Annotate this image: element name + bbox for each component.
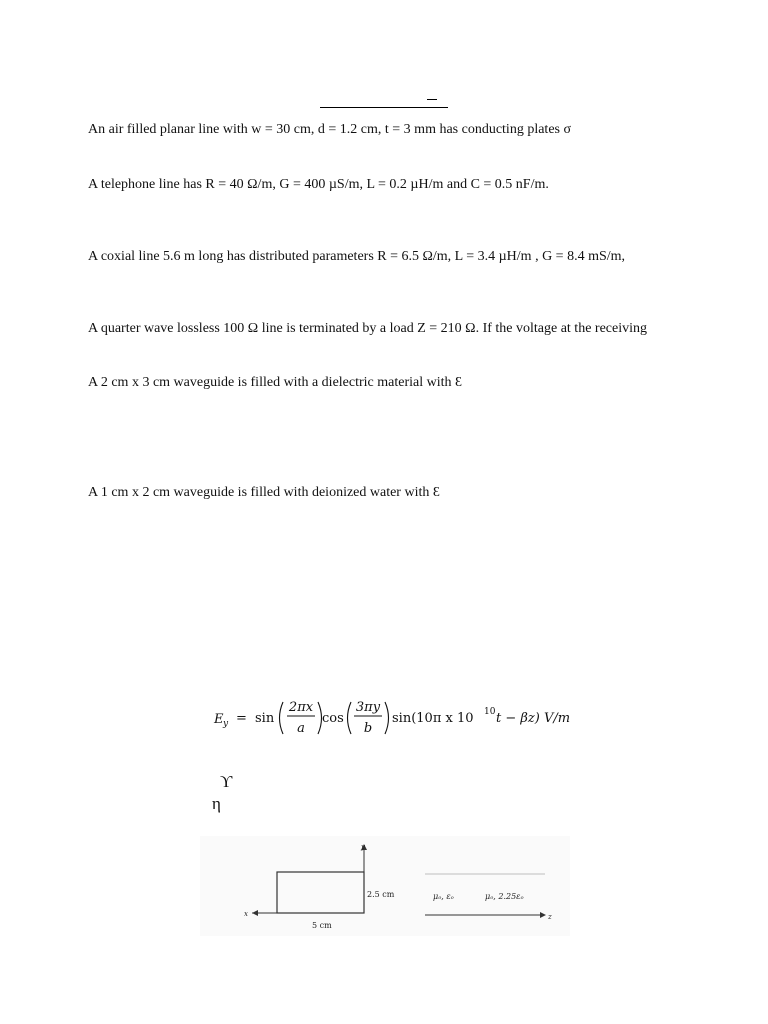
eq-frac1-num: 2πx	[288, 700, 314, 715]
eq-frac2-den: b	[363, 721, 373, 736]
x-axis-label: x	[244, 910, 248, 918]
header-dash	[427, 99, 437, 100]
problem-1-text: An air filled planar line with w = 30 cm, d = 1.2 cm, t = 3 mm has conducting plates σ	[88, 122, 572, 137]
field-equation	[210, 694, 590, 744]
region1-label: μₒ, εₒ	[433, 892, 454, 901]
waveguide-figure	[200, 836, 570, 936]
eq-sin1: sin	[255, 711, 275, 726]
problem-4-text: A quarter wave lossless 100 Ω line is terminated by a load Z = 210 Ω. If the voltage at the receiving	[88, 321, 647, 336]
problem-3-text: A coxial line 5.6 m long has distributed parameters R = 6.5 Ω/m, L = 3.4 µH/m , G = 8.4 mS/m,	[88, 249, 626, 264]
height-label: 2.5 cm	[367, 890, 395, 899]
eta-symbol: η	[212, 794, 221, 813]
header-rule	[320, 107, 448, 108]
problem-2-text: A telephone line has R = 40 Ω/m, G = 400 µS/m, L = 0.2 µH/m and C = 0.5 nF/m.	[88, 177, 549, 192]
region2-label: μₒ, 2.25εₒ	[485, 892, 524, 901]
eq-left-paren-1	[280, 702, 284, 734]
eq-lhs-sub: y	[223, 719, 229, 729]
y-axis-label: y	[361, 843, 365, 851]
eq-tail-exponent: 10	[484, 707, 496, 717]
eq-tail-end: t − βz) V/m	[496, 711, 571, 726]
z-axis-label: z	[548, 913, 552, 921]
eq-cos: cos	[322, 711, 344, 726]
eq-frac1-den: a	[297, 721, 305, 736]
eq-right-paren-2	[385, 702, 389, 734]
figure-background	[200, 836, 570, 936]
eq-left-paren-2	[348, 702, 352, 734]
eq-tail: sin(10π x 10	[392, 711, 474, 726]
problem-5-text: A 2 cm x 3 cm waveguide is filled with a dielectric material with Ɛ	[88, 375, 463, 390]
width-label: 5 cm	[312, 921, 332, 930]
gamma-symbol: ϒ	[220, 772, 233, 791]
eq-frac2-num: 3πy	[355, 700, 381, 715]
eq-equals: =	[236, 711, 247, 726]
eq-right-paren-1	[318, 702, 322, 734]
eq-lhs: E	[214, 712, 224, 727]
problem-6-text: A 1 cm x 2 cm waveguide is filled with deionized water with Ɛ	[88, 485, 440, 500]
